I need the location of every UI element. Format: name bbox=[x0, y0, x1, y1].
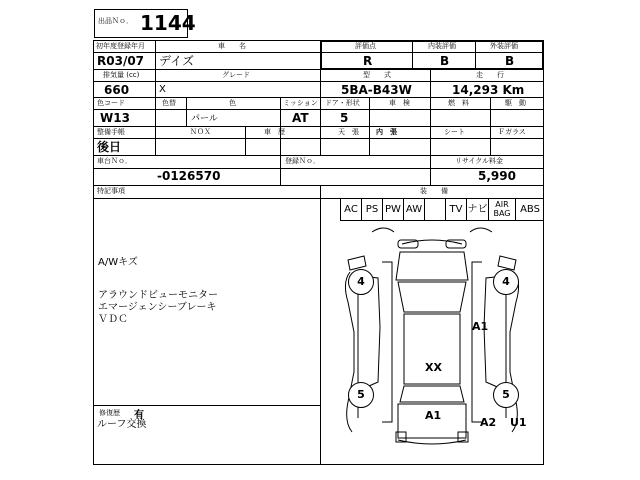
grade-value: X bbox=[159, 84, 166, 95]
equipment-abs: ABS bbox=[520, 204, 540, 215]
fuel-label: 燃 料 bbox=[448, 99, 469, 107]
transmission-value: AT bbox=[292, 111, 309, 125]
roof-mark: XX bbox=[425, 361, 442, 374]
repair-note: ルーフ交換 bbox=[97, 419, 147, 430]
first-reg-label: 初年度登録年月 bbox=[96, 42, 145, 50]
note-line: A/Wキズ bbox=[98, 257, 138, 268]
note-line: エマージェンシーブレーキ bbox=[98, 302, 217, 313]
drive-label: 駆 動 bbox=[505, 99, 526, 107]
interior-lining-label: 内 張 bbox=[376, 128, 397, 136]
chassis-value: -0126570 bbox=[157, 169, 221, 183]
equipment-aw: AW bbox=[405, 204, 423, 215]
left-rear-tire-mark: 5 bbox=[348, 382, 374, 408]
manual-label: 整備手帳 bbox=[97, 128, 125, 136]
equipment-ac: AC bbox=[344, 204, 358, 215]
left-front-tire-mark: 4 bbox=[348, 269, 374, 295]
model-value: 5BA-B43W bbox=[341, 83, 412, 97]
nox-label: ＮＯＸ bbox=[190, 128, 211, 136]
note-line: アラウンドビューモニター bbox=[98, 290, 218, 301]
equipment-tv: TV bbox=[449, 204, 463, 215]
lot-number-label: 出品Ｎｏ． bbox=[98, 17, 133, 25]
equipment-row bbox=[320, 198, 544, 221]
seat-label: シート bbox=[444, 128, 465, 136]
rear-mark: A1 bbox=[425, 409, 442, 422]
color-value: パール bbox=[191, 114, 218, 124]
displacement-label: 排気量 (cc) bbox=[103, 71, 140, 79]
chassis-label: 車台Ｎｏ． bbox=[97, 157, 132, 165]
displacement-value: 660 bbox=[104, 83, 130, 97]
rear-corner-mark: U1 bbox=[510, 416, 527, 429]
mileage-value: 14,293 Km bbox=[452, 83, 525, 97]
equipment-navi: ナビ bbox=[467, 204, 488, 215]
right-rear-tire-mark: 5 bbox=[493, 382, 519, 408]
exterior-value: B bbox=[505, 54, 515, 68]
history-label: 車 歴 bbox=[264, 128, 285, 136]
score-label: 評価点 bbox=[355, 42, 376, 50]
car-name-label: 車 名 bbox=[218, 42, 246, 50]
color-code-value: W13 bbox=[100, 111, 130, 125]
manual-value: 後日 bbox=[97, 140, 122, 154]
notes-label: 特記事項 bbox=[97, 187, 125, 195]
registration-label: 登録Ｎｏ． bbox=[285, 157, 320, 165]
roof-label: 天 張 bbox=[338, 128, 359, 136]
recycle-value: 5,990 bbox=[478, 169, 516, 183]
f-glass-label: Ｆガラス bbox=[498, 128, 526, 136]
equipment-airbag: AIR BAG bbox=[493, 200, 511, 218]
vehicle-inspection-label: 車 検 bbox=[389, 99, 410, 107]
first-reg-value: R03/07 bbox=[97, 54, 145, 68]
repair-label: 修復歴 bbox=[99, 409, 120, 417]
paint-label: 色替 bbox=[162, 99, 176, 107]
note-line: ＶＤＣ bbox=[98, 314, 128, 325]
interior-value: B bbox=[440, 54, 450, 68]
equipment-ps: PS bbox=[365, 204, 379, 215]
equipment-pw: PW bbox=[385, 204, 401, 215]
lot-number: 1144 bbox=[140, 11, 196, 35]
score-value: R bbox=[363, 54, 373, 68]
car-name-value: デイズ bbox=[159, 54, 195, 68]
right-side-mark: A1 bbox=[472, 320, 489, 333]
color-label: 色 bbox=[229, 99, 236, 107]
doors-label: ドア・形状 bbox=[325, 99, 360, 107]
interior-label: 内装評価 bbox=[428, 42, 456, 50]
repair-value: 有 bbox=[134, 410, 144, 421]
exterior-label: 外装評価 bbox=[490, 42, 518, 50]
right-front-tire-mark: 4 bbox=[493, 269, 519, 295]
rear-right-mark: A2 bbox=[480, 416, 497, 429]
grade-label: グレード bbox=[222, 71, 250, 79]
transmission-label: ミッション bbox=[283, 99, 318, 107]
model-label: 型 式 bbox=[363, 71, 391, 79]
recycle-label: リサイクル料金 bbox=[455, 157, 504, 165]
mileage-label: 走 行 bbox=[476, 71, 504, 79]
doors-value: 5 bbox=[340, 111, 349, 125]
color-code-label: 色コード bbox=[97, 99, 125, 107]
equipment-label: 装 備 bbox=[420, 187, 448, 195]
